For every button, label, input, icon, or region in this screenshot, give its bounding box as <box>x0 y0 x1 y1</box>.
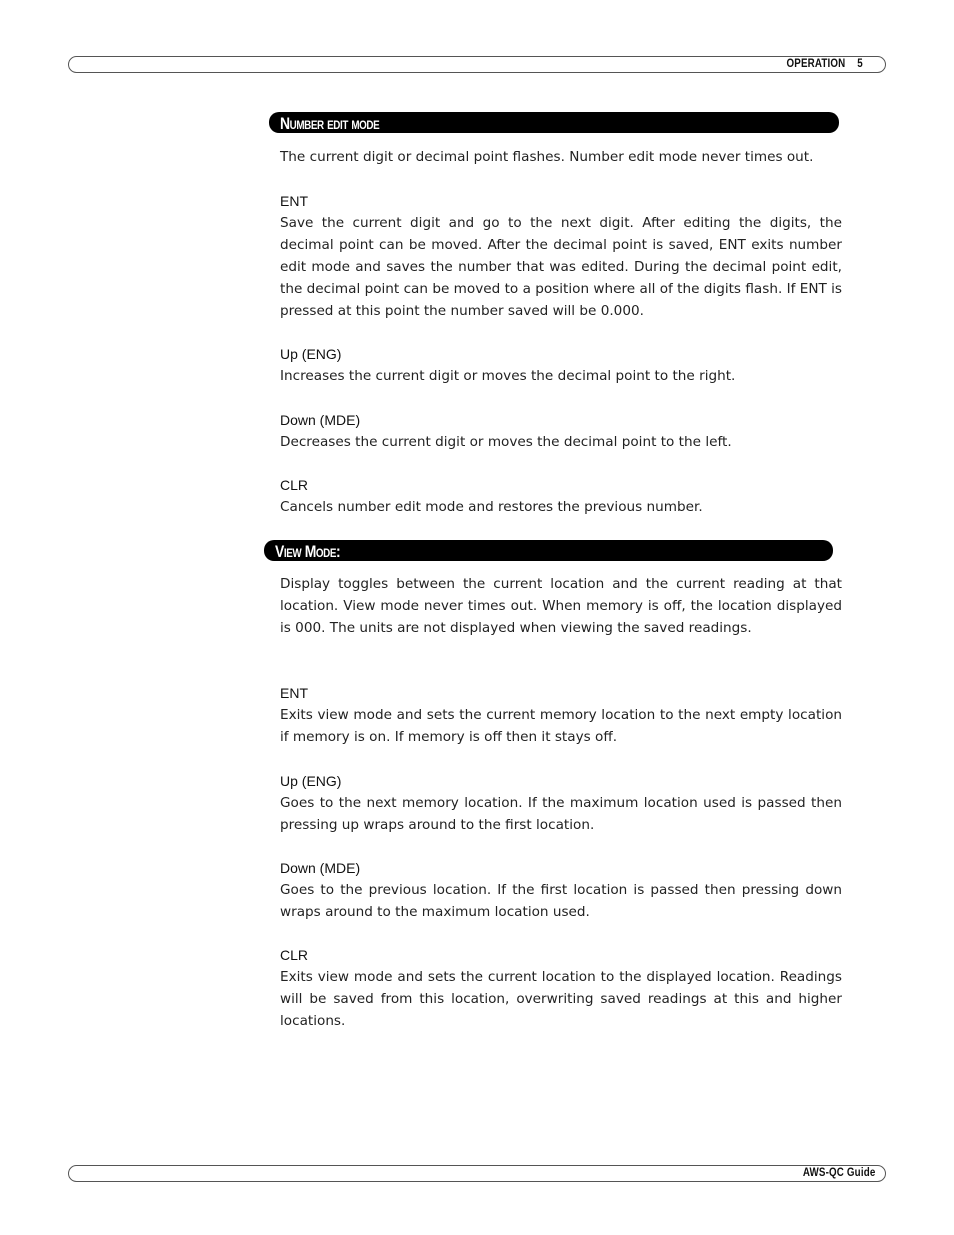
running-footer-bar <box>68 1165 886 1182</box>
number-edit-item-ent <box>280 191 842 322</box>
term-clr: CLR <box>280 477 309 493</box>
view-mode-item-clr <box>280 945 842 1033</box>
term-clr-description: Cancels number edit mode and restores the previous number. <box>280 498 703 515</box>
number-edit-intro-block <box>280 147 842 169</box>
section-title-view-mode: View Mode: <box>275 542 341 561</box>
term-up-eng: Up (ENG) <box>280 773 342 789</box>
term-up-eng-description: Goes to the next memory location. If the maximum location used is passed then pressing up wraps around to the first location. <box>280 794 842 833</box>
term-ent: ENT <box>280 193 308 209</box>
view-mode-item-down <box>280 858 842 924</box>
running-header <box>787 57 863 72</box>
term-down-mde-description: Goes to the previous location. If the first location is passed then pressing down wraps around to the maximum location used. <box>280 881 842 920</box>
term-down-mde: Down (MDE) <box>280 412 361 428</box>
view-mode-item-up <box>280 771 842 837</box>
number-edit-item-clr <box>280 475 842 519</box>
term-ent-description: Save the current digit and go to the next digit. After editing the digits, the decimal point can be moved. After the decimal point is saved, ENT exits number edit mode and saves the number that was edited. During the decimal point edit, the decimal point can be moved to a position where all of the digits flash. If ENT is pressed at this point the number saved will be 0.000. <box>280 214 842 319</box>
number-edit-item-up <box>280 344 842 388</box>
term-up-eng-description: Increases the current digit or moves the decimal point to the right. <box>280 367 736 384</box>
term-up-eng: Up (ENG) <box>280 346 342 362</box>
page-number: 5 <box>857 58 863 70</box>
view-mode-intro: Display toggles between the current location and the current reading at that location. View mode never times out. When memory is off, the location displayed is 000. The units are not displayed when viewing the saved readings. <box>280 576 842 636</box>
term-ent: ENT <box>280 685 308 701</box>
view-mode-item-ent <box>280 683 842 749</box>
term-clr: CLR <box>280 947 309 963</box>
view-mode-intro-block <box>280 574 842 640</box>
section-title-number-edit-mode: Number edit mode <box>280 114 380 133</box>
term-down-mde: Down (MDE) <box>280 860 361 876</box>
term-clr-description: Exits view mode and sets the current location to the displayed location. Readings will be saved from this location, overwriting saved readings at this and higher locations. <box>280 968 842 1029</box>
term-down-mde-description: Decreases the current digit or moves the decimal point to the left. <box>280 433 732 450</box>
number-edit-intro: The current digit or decimal point flashes. Number edit mode never times out. <box>280 149 814 165</box>
term-ent-description: Exits view mode and sets the current memory location to the next empty location if memory is on. If memory is off then it stays off. <box>280 706 842 745</box>
header-section-title: OPERATION <box>786 58 846 70</box>
running-header-bar <box>68 56 886 73</box>
number-edit-item-down <box>280 410 842 454</box>
section-header-view-mode <box>264 540 833 561</box>
footer-document-title: AWS-QC Guide <box>802 1167 875 1179</box>
section-header-number-edit-mode <box>269 112 839 133</box>
